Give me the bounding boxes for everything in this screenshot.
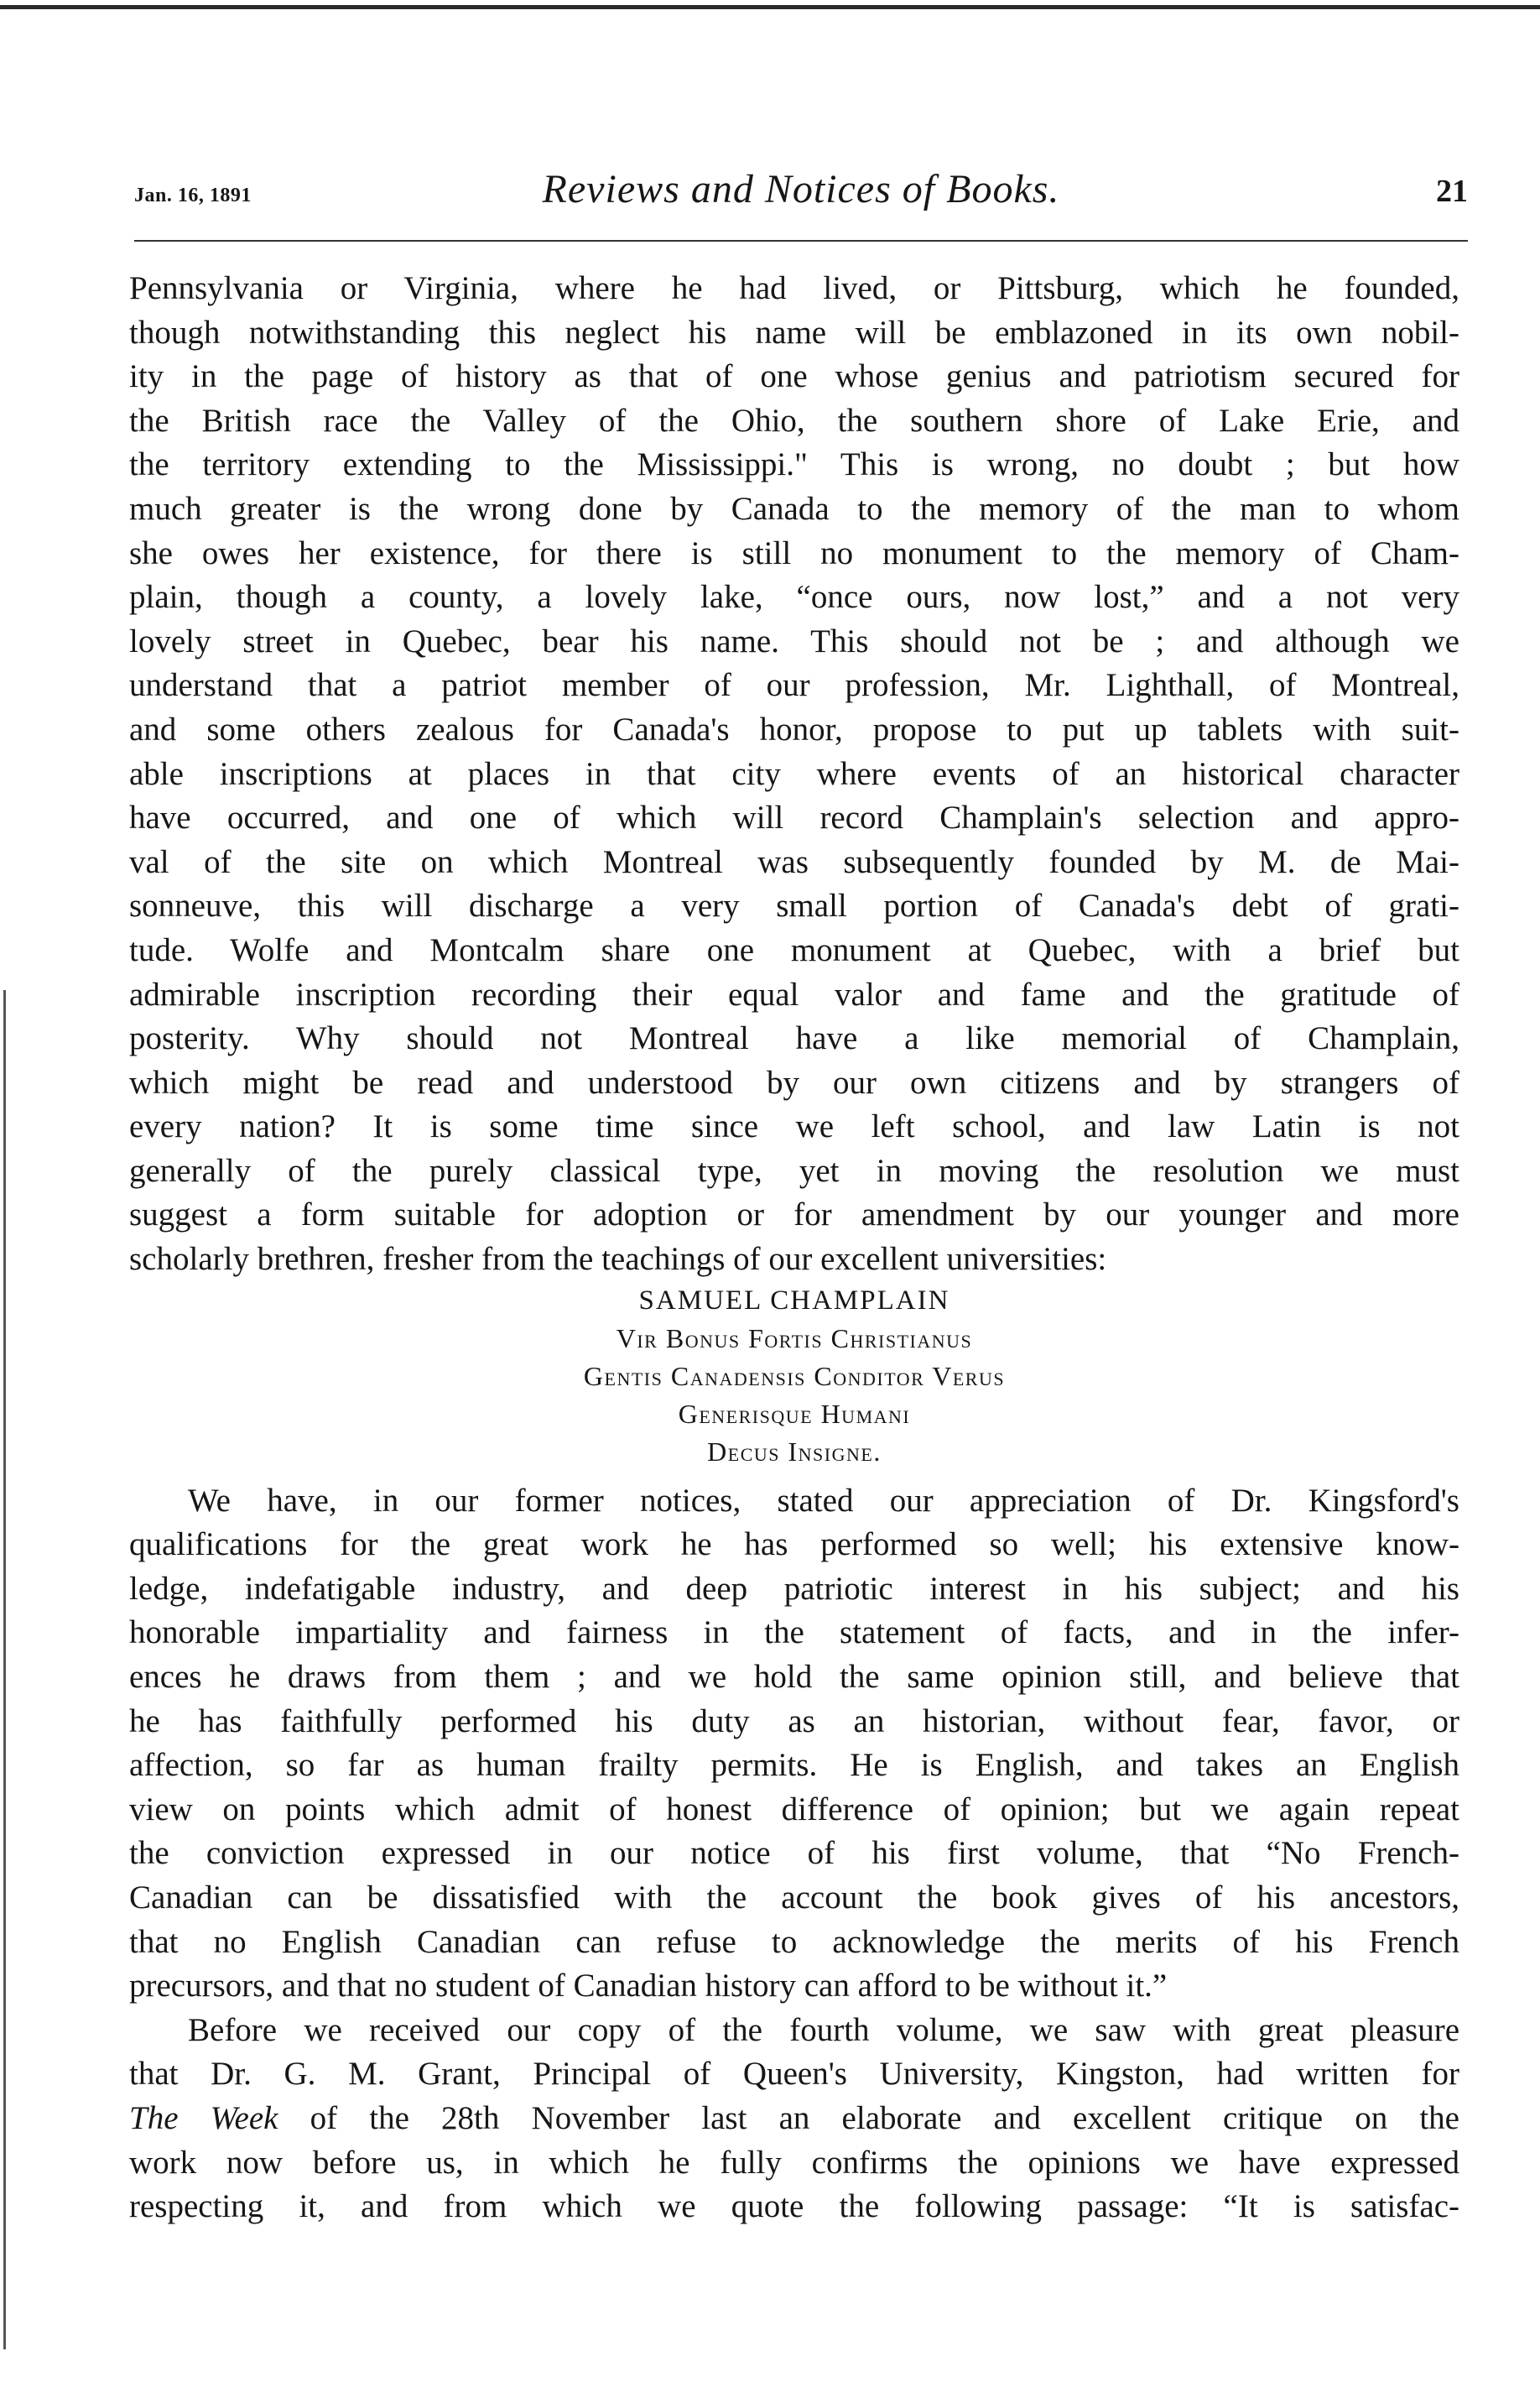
text-line: admirable inscription recording their equal valor and fame and the gratitude of xyxy=(129,976,1459,1013)
running-header xyxy=(134,166,1468,223)
text-line-rest: of the 28th November last an elaborate and excellent critique on the xyxy=(278,2099,1459,2136)
text-line: understand that a patriot member of our profession, Mr. Lighthall, of Montreal, xyxy=(129,667,1459,704)
text-line: able inscriptions at places in that city where events of an historical character xyxy=(129,755,1459,792)
inscription-line: Gentis Canadensis Conditor Verus xyxy=(583,1360,1006,1391)
periodical-title: The Week xyxy=(129,2099,278,2136)
text-line: Pennsylvania or Virginia, where he had lived, or Pittsburg, which he founded, xyxy=(129,270,1459,306)
text-line: and some others zealous for Canada's honor, propose to put up tablets with suit- xyxy=(129,711,1459,748)
text-line: posterity. Why should not Montreal have a like memorial of Champlain, xyxy=(129,1020,1459,1057)
text-line xyxy=(129,2097,1459,2141)
text-line: ences he draws from them ; and we hold the same opinion still, and believe that xyxy=(129,1659,1459,1696)
text-line: lovely street in Quebec, bear his name. This should not be ; and although we xyxy=(129,623,1459,659)
header-title: Reviews and Notices of Books. xyxy=(542,167,1060,211)
paragraph-1 xyxy=(129,267,1459,1282)
text-line: sonneuve, this will discharge a very small portion of Canada's debt of grati- xyxy=(129,888,1459,925)
text-line: Before we received our copy of the fourth volume, we saw with great pleasure xyxy=(188,2011,1459,2048)
text-line: ledge, indefatigable industry, and deep patriotic interest in his subject; and his xyxy=(129,1570,1459,1607)
header-rule xyxy=(134,240,1468,242)
inscription-line: Vir Bonus Fortis Christianus xyxy=(616,1322,973,1353)
page-number: 21 xyxy=(1436,174,1468,209)
text-line: he has faithfully performed his duty as an historian, without fear, favor, or xyxy=(129,1702,1459,1739)
text-line: the conviction expressed in our notice of his first volume, that “No French- xyxy=(129,1835,1459,1872)
text-line: that no English Canadian can refuse to acknowledge the merits of his French xyxy=(129,1923,1459,1960)
text-line: generally of the purely classical type, yet in moving the resolution we must xyxy=(129,1152,1459,1189)
latin-inscription xyxy=(129,1282,1459,1471)
text-line: the British race the Valley of the Ohio, the southern shore of Lake Erie, and xyxy=(129,402,1459,439)
text-line: scholarly brethren, fresher from the teachings of our excellent universities: xyxy=(129,1241,1107,1278)
text-line: plain, though a county, a lovely lake, “once ours, now lost,” and a not very xyxy=(129,579,1459,616)
text-line: that Dr. G. M. Grant, Principal of Queen's University, Kingston, had written for xyxy=(129,2056,1459,2093)
text-line: she owes her existence, for there is still no monument to the memory of Cham- xyxy=(129,534,1459,571)
paragraph-3 xyxy=(129,2009,1459,2229)
inscription-line: Generisque Humani xyxy=(678,1398,911,1429)
text-line: val of the site on which Montreal was subsequently founded by M. de Mai- xyxy=(129,843,1459,880)
article-body xyxy=(129,267,1459,2229)
paragraph-2 xyxy=(129,1479,1459,2009)
text-line: Canadian can be dissatisfied with the account the book gives of his ancestors, xyxy=(129,1879,1459,1916)
text-line: every nation? It is some time since we left school, and law Latin is not xyxy=(129,1108,1459,1145)
text-line: affection, so far as human frailty permits. He is English, and takes an English xyxy=(129,1747,1459,1784)
text-line: precursors, and that no student of Canadian history can afford to be without it.” xyxy=(129,1968,1168,2004)
text-line: tude. Wolfe and Montcalm share one monument at Quebec, with a brief but xyxy=(129,931,1459,968)
text-line: We have, in our former notices, stated our appreciation of Dr. Kingsford's xyxy=(188,1482,1459,1519)
inscription-line: SAMUEL CHAMPLAIN xyxy=(638,1285,950,1316)
text-line: though notwithstanding this neglect his name will be emblazoned in its own nobil- xyxy=(129,314,1459,351)
text-line: which might be read and understood by our own citizens and by strangers of xyxy=(129,1064,1459,1101)
text-line: respecting it, and from which we quote the following passage: “It is satisfac- xyxy=(129,2188,1459,2225)
inscription-line: Decus Insigne. xyxy=(707,1436,882,1467)
text-line: suggest a form suitable for adoption or for amendment by our younger and more xyxy=(129,1196,1459,1233)
left-margin-line xyxy=(3,990,6,2349)
top-edge-rule xyxy=(0,5,1540,9)
text-line: work now before us, in which he fully confirms the opinions we have expressed xyxy=(129,2144,1459,2181)
text-line: ity in the page of history as that of one whose genius and patriotism secured for xyxy=(129,358,1459,395)
header-date: Jan. 16, 1891 xyxy=(134,185,252,206)
text-line: qualifications for the great work he has performed so well; his extensive know- xyxy=(129,1526,1459,1563)
text-line: view on points which admit of honest difference of opinion; but we again repeat xyxy=(129,1791,1459,1827)
text-line: have occurred, and one of which will record Champlain's selection and appro- xyxy=(129,800,1459,837)
text-line: much greater is the wrong done by Canada to the memory of the man to whom xyxy=(129,490,1459,527)
text-line: honorable impartiality and fairness in the statement of facts, and in the infer- xyxy=(129,1614,1459,1651)
text-line: the territory extending to the Mississippi." This is wrong, no doubt ; but how xyxy=(129,446,1459,483)
